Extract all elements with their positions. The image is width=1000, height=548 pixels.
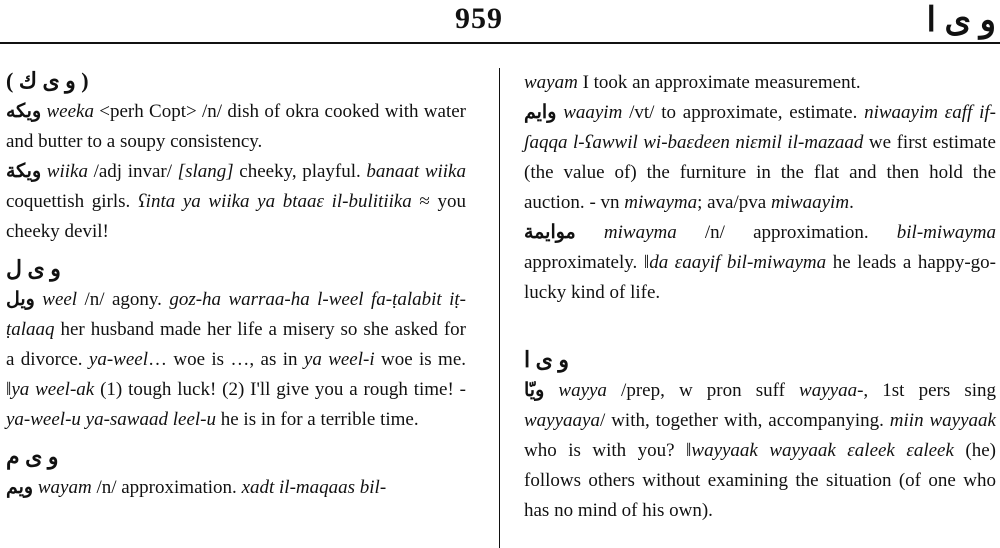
definition: /vt/ to approximate, estimate.	[622, 102, 865, 123]
definition: he leads a happy-go-lucky kind of life.	[524, 252, 996, 303]
headword: wayya	[558, 380, 607, 401]
definition: <perh Copt> /n/ dish of okra cooked with water and butter to a soupy consistency.	[6, 101, 466, 152]
column-divider	[499, 68, 500, 548]
definition: /n/ approximation.	[91, 477, 242, 498]
arabic-headword: ويم	[6, 477, 34, 498]
definition: cheeky, playful.	[233, 161, 367, 182]
entry-wayam	[6, 473, 466, 503]
definition: approximately. ‖	[524, 252, 650, 273]
definition: /adj invar/	[87, 161, 178, 182]
definition: /n/ approximation.	[676, 222, 897, 243]
definition: … woe is …, as in	[147, 349, 304, 370]
example: ya-weel	[88, 349, 148, 370]
example: wayyaaya	[524, 410, 600, 431]
arabic-headword: ويكه	[6, 101, 42, 122]
definition: I took an approximate measurement.	[577, 72, 861, 93]
entry-wayam-continued	[524, 68, 996, 98]
root-heading-wyk: ( و ى ك )	[6, 68, 89, 93]
entry-wiika	[6, 157, 466, 247]
example: miin wayyaak	[889, 410, 996, 431]
definition: (1) tough luck! (2) I'll give you a rough time!	[94, 379, 460, 400]
example: goz-ha warraa-ha l-weel fa-ṭalabit iṭ-ṭalaaq	[6, 289, 466, 340]
definition: .	[849, 192, 854, 213]
right-column	[524, 68, 996, 526]
headword: wiika	[46, 161, 88, 182]
header-rule	[0, 42, 1000, 44]
root-heading-wya: و ى ا	[524, 347, 569, 372]
example: - ya-weel-u ya-sawaad leel-u	[6, 379, 466, 430]
example: wayam	[524, 72, 578, 93]
example: niwaayim ɛaff if-ʃaqqa l-ʕawwil wi-baɛdeen niɛmil il-mazaad	[524, 102, 996, 153]
left-column	[6, 65, 466, 503]
example: bil-miwayma	[896, 222, 996, 243]
headword: weeka	[46, 101, 94, 122]
example: banaat wiika	[366, 161, 466, 182]
definition: / with, together with, accompanying.	[599, 410, 890, 431]
definition: /n/ agony.	[77, 289, 170, 310]
example: ya weel-i	[303, 349, 375, 370]
definition: ; ava/pva	[697, 192, 771, 213]
arabic-headword: ويّا	[524, 380, 545, 401]
entry-weeka	[6, 97, 466, 157]
example: wayyaa-	[799, 380, 864, 401]
usage-label: [slang]	[177, 161, 234, 182]
arabic-headword: وايم	[524, 102, 557, 123]
arabic-headword: ويل	[6, 289, 35, 310]
headword: waayim	[563, 102, 623, 123]
example: miwaayim	[770, 192, 850, 213]
entry-wayya	[524, 376, 996, 526]
page-number: 959	[455, 2, 503, 35]
definition: we first estimate (the value of) the furniture in the flat and then hold the auction.	[524, 132, 996, 213]
definition: he is in for a terrible time.	[215, 409, 419, 430]
example: wayyaak wayyaak ɛaleek ɛaleek	[691, 440, 954, 461]
example: xadt il-maqaas bil-	[241, 477, 387, 498]
running-head: و ى ا	[926, 2, 996, 39]
definition: ≈ you cheeky devil!	[6, 191, 466, 242]
entry-weel	[6, 285, 466, 435]
example: ya weel-ak	[11, 379, 95, 400]
root-heading-wym: و ى م	[6, 444, 59, 469]
definition: coquettish girls.	[6, 191, 138, 212]
definition: woe is me. ‖	[6, 349, 467, 400]
definition: her husband made her life a misery so she asked for a divorce.	[6, 319, 466, 370]
verbal-noun-label: - vn	[589, 192, 620, 213]
arabic-headword: موايمة	[524, 222, 576, 243]
headword: weel	[42, 289, 78, 310]
section-gap	[524, 308, 996, 338]
entry-waayim	[524, 98, 996, 218]
definition: who is with you? ‖	[524, 440, 692, 461]
definition: (he) follows others without examining the situation (of one who has no mind of his own).	[524, 440, 996, 521]
headword: wayam	[37, 477, 92, 498]
example: da ɛaayif bil-miwayma	[649, 252, 827, 273]
definition: , 1st pers sing	[863, 380, 997, 401]
entry-miwayma	[524, 218, 996, 308]
headword: miwayma	[603, 222, 677, 243]
definition: /prep, w pron suff	[606, 380, 800, 401]
root-heading-wyl: و ى ل	[6, 256, 61, 281]
arabic-headword: ويكة	[6, 161, 42, 182]
example: miwayma	[624, 192, 698, 213]
example: ʕinta ya wiika ya btaaɛ il-bulitiika	[137, 191, 412, 212]
